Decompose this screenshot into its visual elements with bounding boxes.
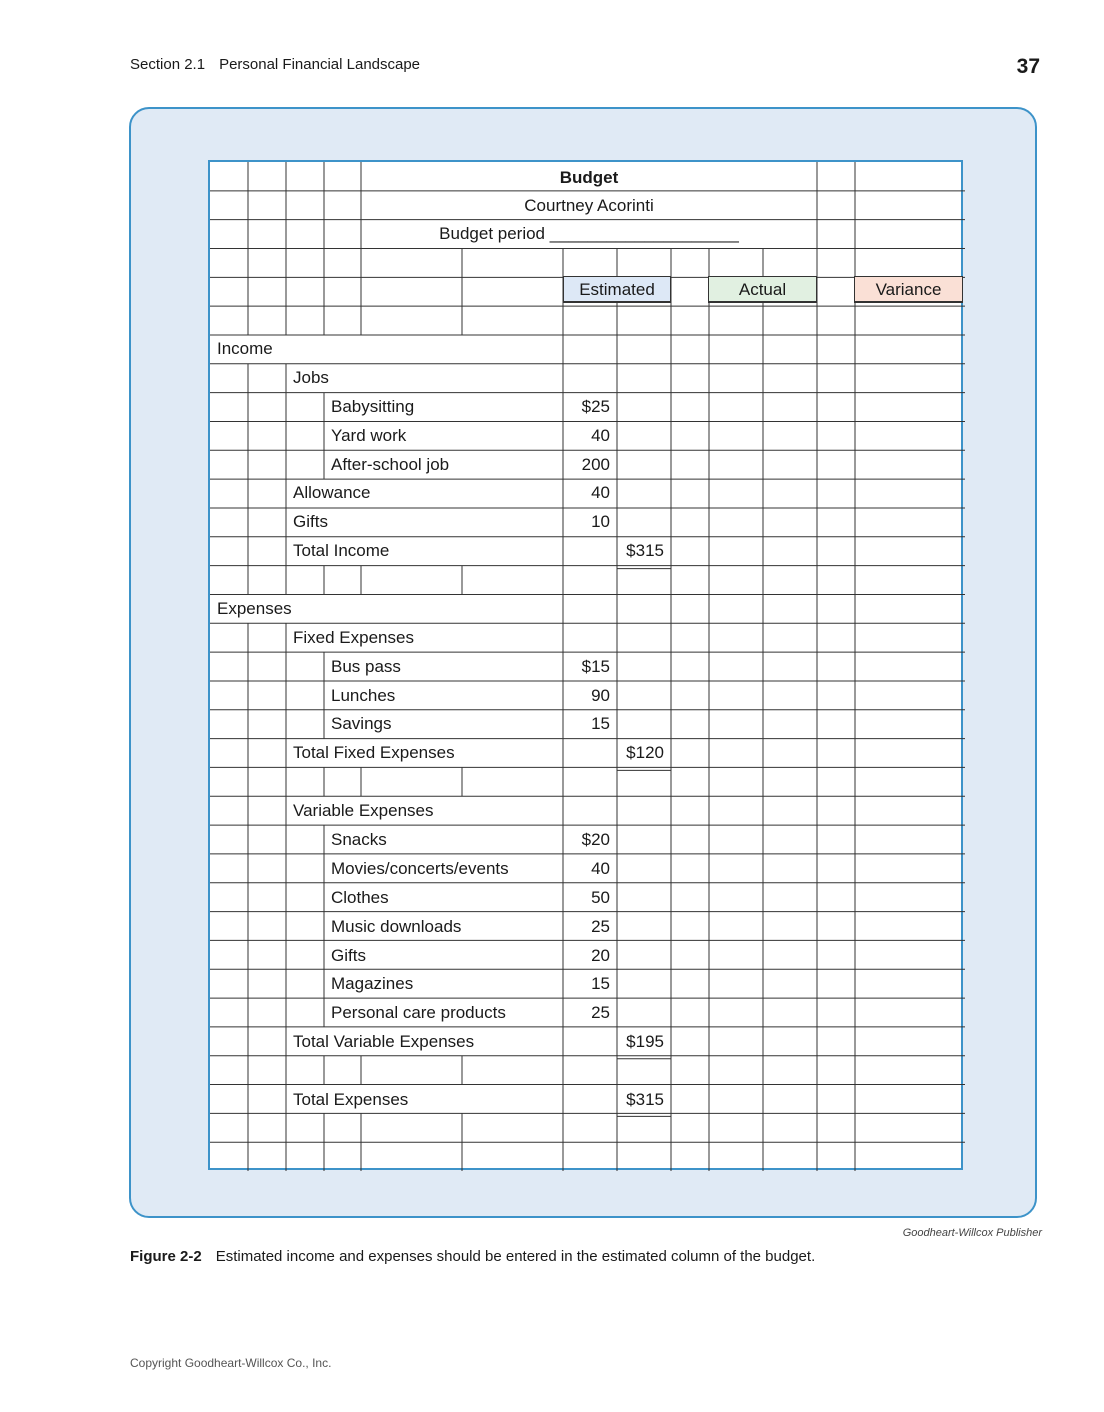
estimated-amount: $25 bbox=[581, 397, 610, 416]
total-expenses-amount: $315 bbox=[626, 1090, 664, 1109]
estimated-amount: $20 bbox=[581, 830, 610, 849]
variable-expenses-heading: Variable Expenses bbox=[293, 801, 434, 820]
estimated-amount: 15 bbox=[591, 714, 610, 733]
section-title: Personal Financial Landscape bbox=[219, 56, 421, 73]
row-label: Yard work bbox=[331, 426, 407, 445]
row-label: Personal care products bbox=[331, 1003, 506, 1022]
estimated-amount: 25 bbox=[591, 917, 610, 936]
total-fixed-expenses-amount: $120 bbox=[626, 743, 664, 762]
total-fixed-expenses-label: Total Fixed Expenses bbox=[293, 743, 455, 762]
estimated-amount: 10 bbox=[591, 512, 610, 531]
row-label: Gifts bbox=[293, 512, 328, 531]
estimated-amount: 90 bbox=[591, 686, 610, 705]
total-income-amount: $315 bbox=[626, 541, 664, 560]
figure-caption-text: Estimated income and expenses should be entered in the estimated column of the budget. bbox=[215, 1248, 816, 1265]
estimated-amount: 20 bbox=[591, 946, 610, 965]
row-label: Magazines bbox=[331, 974, 414, 993]
figure-label: Figure 2-2 bbox=[130, 1248, 202, 1265]
budget-owner-name: Courtney Acorinti bbox=[524, 196, 654, 215]
row-label: Allowance bbox=[293, 483, 371, 502]
row-label: Snacks bbox=[331, 830, 387, 849]
estimated-amount: $15 bbox=[581, 657, 610, 676]
row-label: Music downloads bbox=[331, 917, 462, 936]
estimated-amount: 25 bbox=[591, 1003, 610, 1022]
row-label: Gifts bbox=[331, 946, 366, 965]
row-label: Savings bbox=[331, 714, 392, 733]
copyright: Copyright Goodheart-Willcox Co., Inc. bbox=[130, 1356, 332, 1370]
estimated-amount: 40 bbox=[591, 483, 610, 502]
estimated-amount: 15 bbox=[591, 974, 610, 993]
row-label: Clothes bbox=[331, 888, 389, 907]
total-expenses-label: Total Expenses bbox=[293, 1090, 409, 1109]
section-number: Section 2.1 bbox=[130, 56, 206, 73]
budget-worksheet bbox=[208, 160, 963, 1170]
total-income-label: Total Income bbox=[293, 541, 390, 560]
estimated-amount: 40 bbox=[591, 426, 610, 445]
actual-column-header: Actual bbox=[708, 276, 817, 303]
running-head bbox=[130, 56, 420, 73]
row-label: Bus pass bbox=[331, 657, 401, 676]
variance-column-header: Variance bbox=[854, 276, 963, 303]
estimated-amount: 40 bbox=[591, 859, 610, 878]
jobs-heading: Jobs bbox=[293, 368, 329, 387]
row-label: After-school job bbox=[331, 455, 450, 474]
total-variable-expenses-label: Total Variable Expenses bbox=[293, 1032, 475, 1051]
budget-title: Budget bbox=[559, 168, 619, 187]
page-number: 37 bbox=[1016, 55, 1040, 78]
estimated-amount: 50 bbox=[591, 888, 610, 907]
estimated-column-header: Estimated bbox=[563, 276, 671, 303]
fixed-expenses-heading: Fixed Expenses bbox=[293, 628, 414, 647]
expenses-heading: Expenses bbox=[217, 599, 292, 618]
total-variable-expenses-amount: $195 bbox=[626, 1032, 664, 1051]
budget-period: Budget period ____________________ bbox=[439, 224, 739, 243]
estimated-amount: 200 bbox=[581, 455, 610, 474]
figure-caption bbox=[130, 1248, 815, 1265]
row-label: Lunches bbox=[331, 686, 396, 705]
income-heading: Income bbox=[217, 339, 273, 358]
publisher-credit: Goodheart-Willcox Publisher bbox=[902, 1227, 1042, 1239]
row-label: Babysitting bbox=[331, 397, 415, 416]
row-label: Movies/concerts/events bbox=[331, 859, 509, 878]
